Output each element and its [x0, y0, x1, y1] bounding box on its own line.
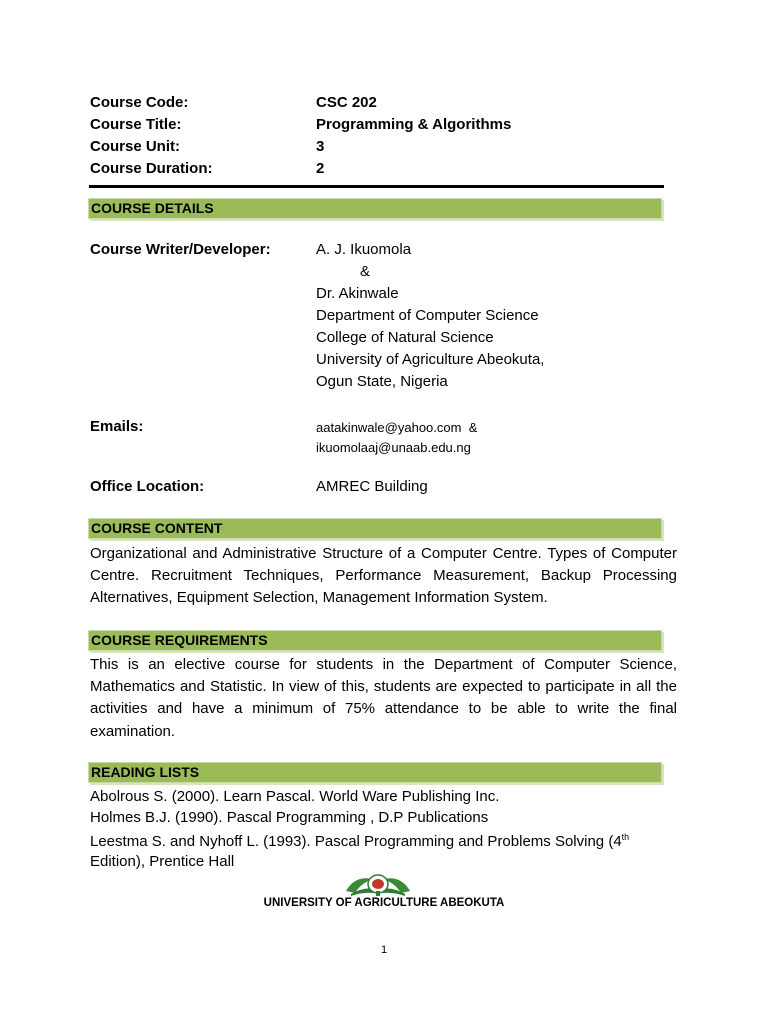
- course-duration-label: Course Duration:: [90, 160, 213, 177]
- writer-line: Dr. Akinwale: [316, 285, 399, 302]
- writer-line: University of Agriculture Abeokuta,: [316, 351, 545, 368]
- reading-item-continued: Edition), Prentice Hall: [90, 853, 235, 870]
- email-line-1: [316, 420, 477, 435]
- reading-item: Holmes B.J. (1990). Pascal Programming , D.P Publications: [90, 809, 489, 826]
- section-bar-requirements: [88, 630, 662, 651]
- footer-university-name: UNIVERSITY OF AGRICULTURE ABEOKUTA: [263, 897, 505, 909]
- course-title-value: Programming & Algorithms: [316, 116, 512, 133]
- course-title-label: Course Title:: [90, 116, 182, 133]
- reading-item: [90, 832, 629, 850]
- writer-line: Ogun State, Nigeria: [316, 373, 448, 390]
- header-divider: [89, 185, 664, 188]
- university-logo-icon: [343, 869, 413, 899]
- course-unit-value: 3: [316, 138, 325, 155]
- emails-label: Emails:: [90, 418, 144, 435]
- section-bar-reading: [88, 762, 662, 783]
- writer-label: Course Writer/Developer:: [90, 241, 271, 258]
- section-title-reading: READING LISTS: [91, 764, 200, 780]
- section-bar-details: [88, 198, 662, 219]
- course-code-label: Course Code:: [90, 94, 189, 111]
- course-requirements-text: This is an elective course for students in the Department of Computer Science, Mathematics and Statistic. In view of this, students are expected to participate in all the activities and have a minimum of 75% attendance to be able to write the final examination.: [90, 656, 677, 740]
- email-ampersand: &: [468, 420, 478, 435]
- writer-line: Department of Computer Science: [316, 307, 539, 324]
- email-link[interactable]: ikuomolaaj@unaab.edu.ng: [316, 440, 471, 455]
- writer-line: &: [360, 263, 371, 280]
- section-bar-content: [88, 518, 662, 539]
- course-code-value: CSC 202: [316, 94, 377, 111]
- office-label: Office Location:: [90, 478, 205, 495]
- email-link[interactable]: aatakinwale@yahoo.com: [316, 420, 462, 435]
- course-unit-label: Course Unit:: [90, 138, 180, 155]
- writer-line: College of Natural Science: [316, 329, 494, 346]
- course-content-text: Organizational and Administrative Structure of a Computer Centre. Types of Computer Centre. Recruitment Techniques, Performance Measurement, Backup Processing Alternatives, Equipment Selection, Management Information System.: [90, 545, 677, 607]
- reading-item-text: Leestma S. and Nyhoff L. (1993). Pascal Programming and Problems Solving (4: [90, 833, 622, 850]
- reading-item: Abolrous S. (2000). Learn Pascal. World Ware Publishing Inc.: [90, 788, 500, 805]
- section-title-content: COURSE CONTENT: [91, 520, 223, 536]
- course-duration-value: 2: [316, 160, 325, 177]
- writer-line: A. J. Ikuomola: [316, 241, 412, 258]
- page-number: 1: [380, 944, 388, 956]
- office-value: AMREC Building: [316, 478, 428, 495]
- section-title-requirements: COURSE REQUIREMENTS: [91, 632, 268, 648]
- superscript: th: [621, 832, 630, 842]
- section-title-details: COURSE DETAILS: [91, 200, 214, 216]
